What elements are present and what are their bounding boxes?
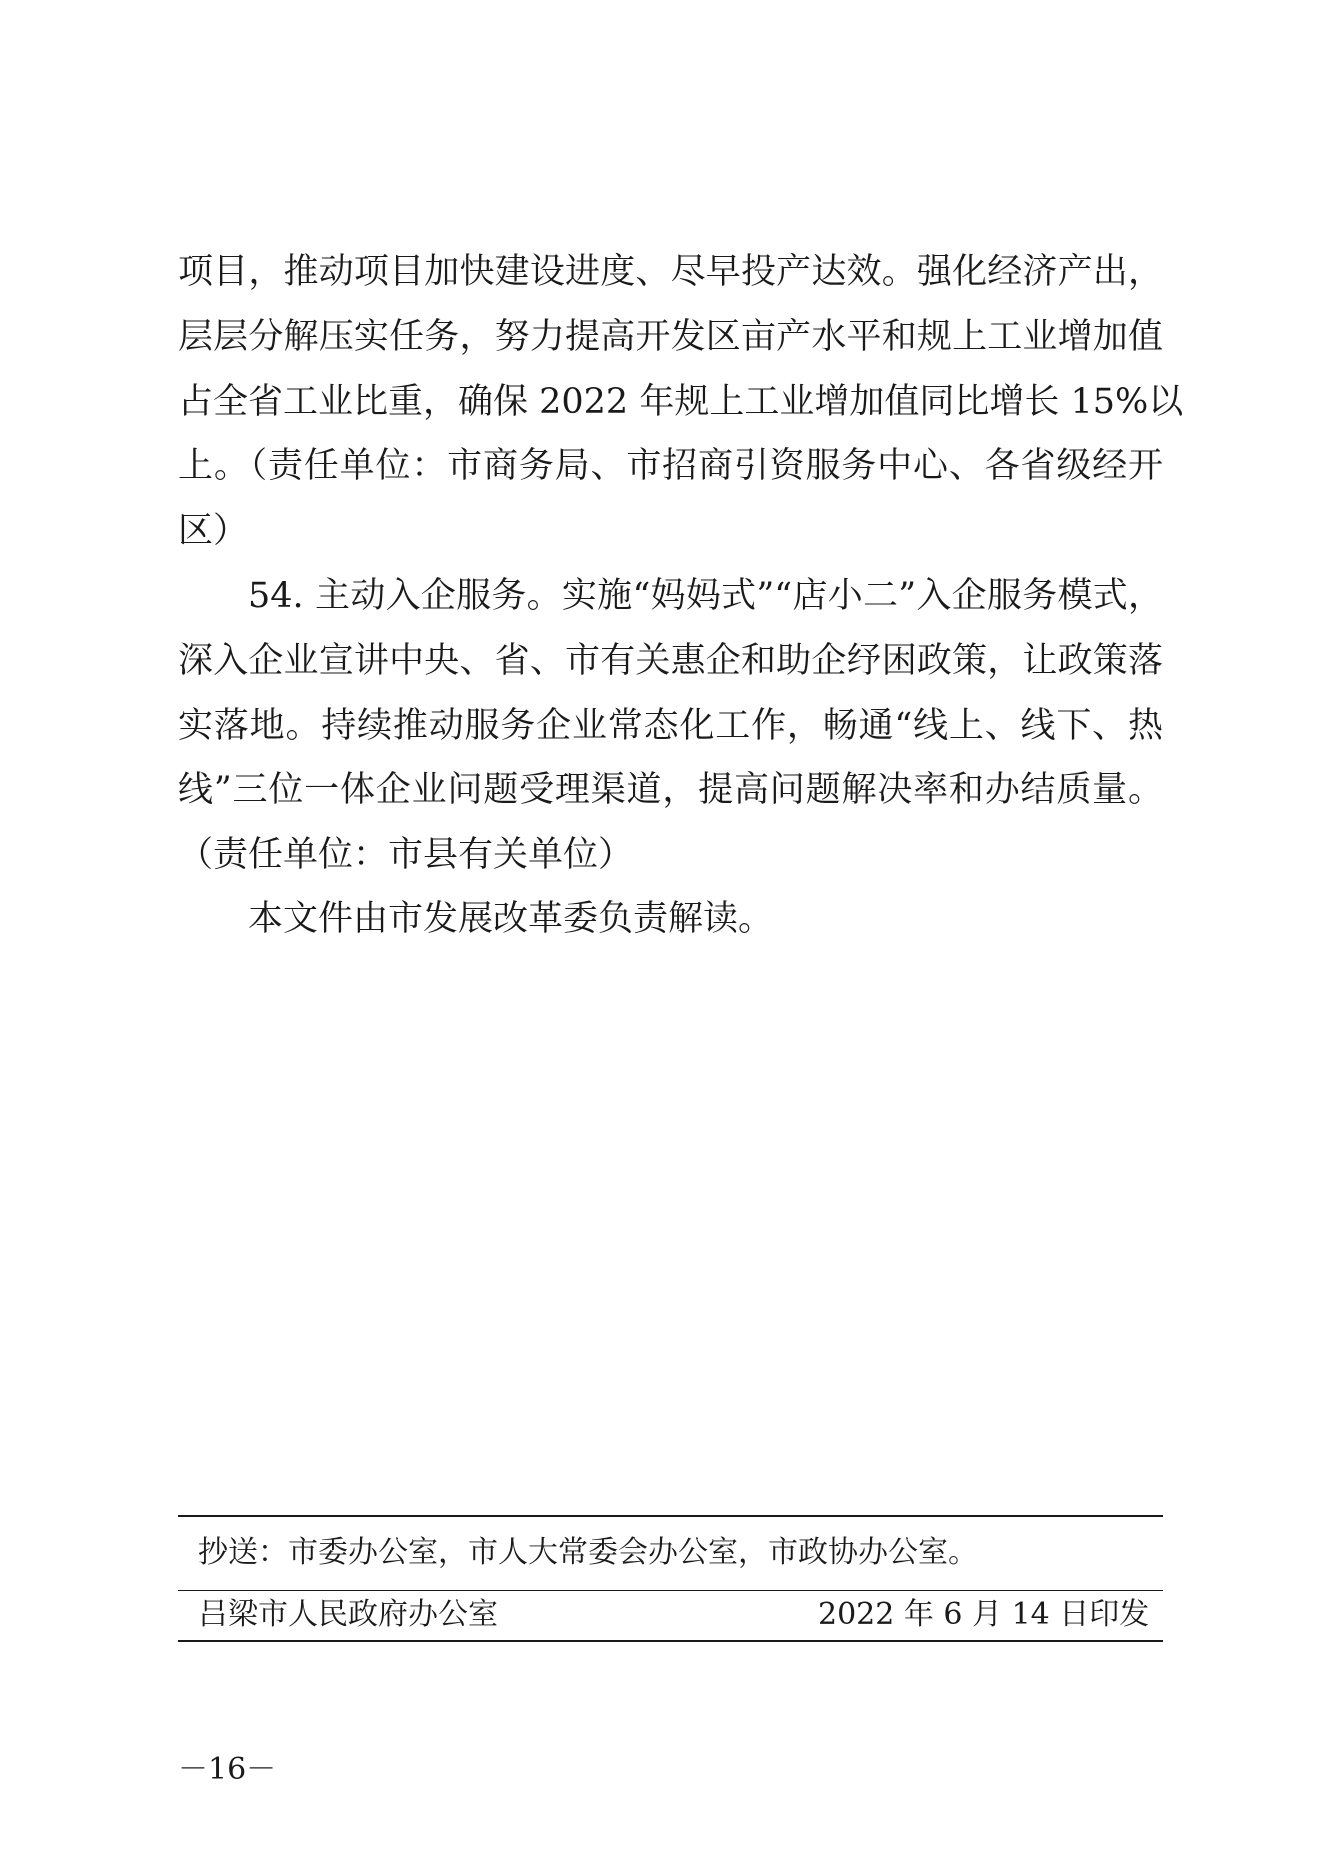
footer-top-rule xyxy=(178,1515,1163,1517)
cc-line: 抄送：市委办公室，市人大常委会办公室，市政协办公室。 xyxy=(198,1535,978,1570)
footer-middle-rule xyxy=(178,1590,1163,1591)
body-line-7: 深入企业宣讲中央、省、市有关惠企和助企纾困政策，让政策落 xyxy=(178,641,1163,681)
body-line-8: 实落地。持续推动服务企业常态化工作，畅通“线上、线下、热 xyxy=(178,706,1163,746)
footer-bottom-rule xyxy=(178,1640,1163,1642)
body-line-2: 层层分解压实任务，努力提高开发区亩产水平和规上工业增加值 xyxy=(178,317,1163,357)
body-line-9: 线”三位一体企业问题受理渠道，提高问题解决率和办结质量。 xyxy=(178,770,1163,810)
interpretation-note: 本文件由市发展改革委负责解读。 xyxy=(248,899,774,939)
item-54-heading-line: 54. 主动入企服务。实施“妈妈式”“店小二”入企服务模式， xyxy=(248,576,1163,616)
body-line-5: 区） xyxy=(178,511,249,551)
body-line-3: 占全省工业比重，确保 2022 年规上工业增加值同比增长 15%以 xyxy=(178,382,1184,422)
body-line-1: 项目，推动项目加快建设进度、尽早投产达效。强化经济产出， xyxy=(178,252,1163,292)
body-line-4: 上。（责任单位：市商务局、市招商引资服务中心、各省级经开 xyxy=(178,446,1163,486)
page-number: －16－ xyxy=(178,1752,277,1787)
issuer: 吕梁市人民政府办公室 xyxy=(198,1597,498,1632)
body-line-10: （责任单位：市县有关单位） xyxy=(178,835,634,875)
issue-date: 2022 年 6 月 14 日印发 xyxy=(818,1597,1150,1632)
